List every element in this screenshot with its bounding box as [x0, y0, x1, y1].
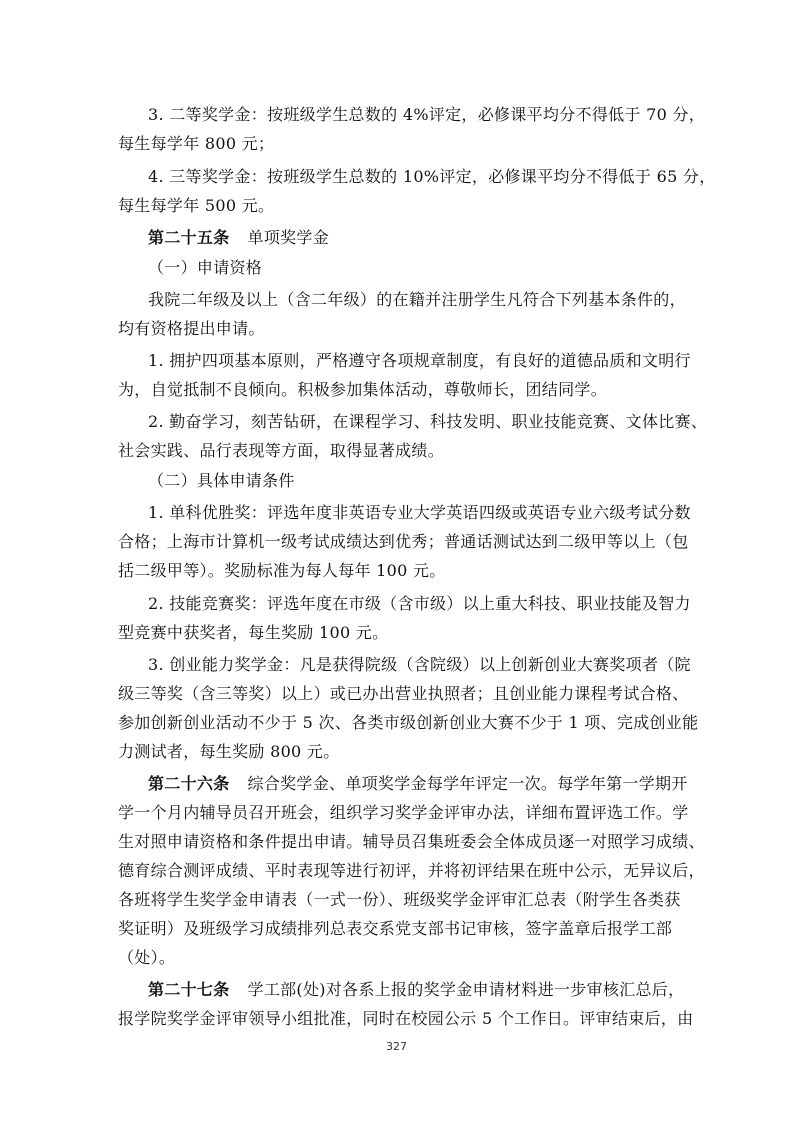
article-26-line [148, 774, 688, 794]
text-line: 我院二年级及以上（含二年级）的在籍并注册学生凡符合下列基本条件的， [148, 290, 686, 309]
text-line: 每生每学年 500 元。 [118, 196, 275, 215]
text-line: 报学院奖学金评审领导小组批准，同时在校园公示 5 个工作日。评审结束后，由 [118, 1009, 694, 1028]
article-27-line [148, 980, 684, 1000]
text-line: 参加创新创业活动不少于 5 次、各类市级创新创业大赛不少于 1 项、完成创业能 [118, 713, 699, 732]
text-line: 学一个月内辅导员召开班会，组织学习奖学金评审办法，详细布置评选工作。学 [118, 803, 689, 822]
text-line: 各班将学生奖学金申请表（一式一份）、班级奖学金评审汇总表（附学生各类获 [118, 890, 681, 909]
article-27-body: 学工部(处)对各系上报的奖学金申请材料进一步审核汇总后， [247, 980, 685, 999]
text-line: 德育综合测评成绩、平时表现等进行初评，并将初评结果在班中公示，无异议后， [118, 861, 705, 880]
text-line: 力测试者，每生奖励 800 元。 [118, 742, 340, 761]
text-line: 1. 拥护四项基本原则，严格遵守各项规章制度，有良好的道德品质和文明行 [148, 351, 691, 370]
text-line: 每生每学年 800 元； [118, 134, 275, 153]
article-25-title: 第二十五条 [148, 228, 230, 247]
text-line: 级三等奖（含三等奖）以上）或已办出营业执照者；且创业能力课程考试合格、 [118, 684, 689, 703]
text-line: 括二级甲等）。奖励标准为每人每年 100 元。 [118, 561, 446, 580]
text-line: 合格；上海市计算机一级考试成绩达到优秀；普通话测试达到二级甲等以上（包 [118, 532, 689, 551]
text-line: 生对照申请资格和条件提出申请。辅导员召集班委会全体成员逐一对照学习成绩、 [118, 832, 705, 851]
page-number: 327 [386, 1040, 407, 1053]
article-25-line [148, 228, 329, 248]
article-26-title: 第二十六条 [148, 774, 230, 793]
text-line: 4. 三等奖学金：按班级学生总数的 10%评定，必修课平均分不得低于 65 分， [148, 167, 716, 186]
text-line: （处）。 [118, 948, 176, 967]
text-line: 3. 二等奖学金：按班级学生总数的 4%评定，必修课平均分不得低于 70 分， [148, 105, 706, 124]
text-line: 1. 单科优胜奖：评选年度非英语专业大学英语四级或英语专业六级考试分数 [148, 503, 691, 522]
text-line: 2. 技能竞赛奖：评选年度在市级（含市级）以上重大科技、职业技能及智力 [148, 594, 691, 613]
text-line: 型竞赛中获奖者，每生奖励 100 元。 [118, 623, 389, 642]
text-line: 奖证明）及班级学习成绩排列总表交系党支部书记审核，签字盖章后报学工部 [118, 919, 673, 938]
article-27-title: 第二十七条 [148, 980, 230, 999]
text-line: 社会实践、品行表现等方面，取得显著成绩。 [118, 441, 445, 460]
section-heading: （一）申请资格 [148, 258, 263, 277]
article-26-body: 综合奖学金、单项奖学金每学年评定一次。每学年第一学期开 [247, 774, 688, 793]
text-line: 2. 勤奋学习，刻苦钻研，在课程学习、科技发明、职业技能竞赛、文体比赛、 [148, 412, 708, 431]
text-line: 均有资格提出申请。 [118, 319, 265, 338]
text-line: 为，自觉抵制不良倾向。积极参加集体活动，尊敬师长，团结同学。 [118, 380, 608, 399]
text-line: 3. 创业能力奖学金：凡是获得院级（含院级）以上创新创业大赛奖项者（院 [148, 655, 691, 674]
article-25-body: 单项奖学金 [247, 228, 330, 247]
section-heading: （二）具体申请条件 [148, 471, 295, 490]
